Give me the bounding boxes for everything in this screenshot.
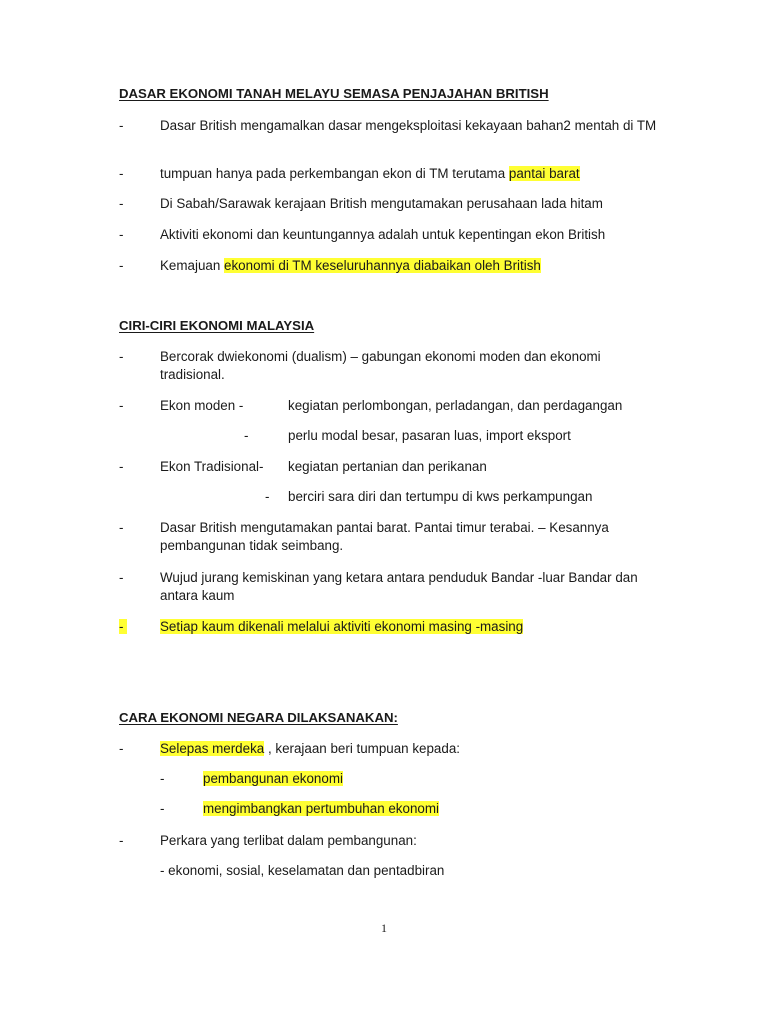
list-item: Dasar British mengamalkan dasar mengeksploitasi kekayaan bahan2 mentah di TM xyxy=(160,118,657,133)
highlighted-text: Selepas merdeka xyxy=(160,741,265,756)
bullet-dash: - xyxy=(119,166,124,181)
bullet-dash: - xyxy=(119,118,124,133)
list-item: Wujud jurang kemiskinan yang ketara antara penduduk Bandar -luar Bandar dan antara kaum xyxy=(160,570,638,603)
bullet-dash: - xyxy=(119,520,124,535)
list-item: Dasar British mengutamakan pantai barat. Pantai timur terabai. – Kesannya pembangunan tidak seimbang. xyxy=(160,520,609,553)
highlighted-text: mengimbangkan pertumbuhan ekonomi xyxy=(203,801,439,816)
sub-bullet-dash: - xyxy=(244,428,249,443)
ekon-moden-detail: perlu modal besar, pasaran luas, import eksport xyxy=(288,428,571,443)
bullet-dash: - xyxy=(119,459,124,474)
list-item xyxy=(160,740,460,758)
list-item: Perkara yang terlibat dalam pembangunan: xyxy=(160,833,417,848)
ekon-tradisional-detail: berciri sara diri dan tertumpu di kws perkampungan xyxy=(288,489,593,504)
bullet-dash: - xyxy=(119,349,124,364)
list-item: Bercorak dwiekonomi (dualism) – gabungan ekonomi moden dan ekonomi tradisional. xyxy=(160,349,601,382)
page-number: 1 xyxy=(381,921,387,935)
highlighted-text: pantai barat xyxy=(508,166,580,181)
bullet-dash: - xyxy=(119,196,124,211)
list-item-text: Kemajuan xyxy=(160,258,225,273)
section-heading-ciri-ciri: CIRI-CIRI EKONOMI MALAYSIA xyxy=(119,318,315,333)
sub-list-item: - ekonomi, sosial, keselamatan dan pentadbiran xyxy=(160,863,445,878)
ekon-moden-label: Ekon moden - xyxy=(160,398,244,413)
list-item xyxy=(160,165,580,183)
list-item: Di Sabah/Sarawak kerajaan British mengutamakan perusahaan lada hitam xyxy=(160,196,603,211)
list-item: Aktiviti ekonomi dan keuntungannya adalah untuk kepentingan ekon British xyxy=(160,227,606,242)
bullet-dash: - xyxy=(119,227,124,242)
bullet-dash: - xyxy=(119,741,124,756)
highlighted-text: ekonomi di TM keseluruhannya diabaikan oleh British xyxy=(224,258,541,273)
sub-list-item xyxy=(203,800,439,818)
bullet-dash-highlighted: - xyxy=(119,619,127,634)
highlighted-text: pembangunan ekonomi xyxy=(203,771,343,786)
bullet-dash: - xyxy=(119,398,124,413)
list-item-text: tumpuan hanya pada perkembangan ekon di TM terutama xyxy=(160,166,509,181)
bullet-dash: - xyxy=(119,570,124,585)
section-heading-cara-ekonomi: CARA EKONOMI NEGARA DILAKSANAKAN: xyxy=(119,710,398,725)
sub-bullet-dash: - xyxy=(160,771,165,786)
ekon-tradisional-label: Ekon Tradisional- xyxy=(160,459,264,474)
ekon-tradisional-detail: kegiatan pertanian dan perikanan xyxy=(288,459,487,474)
highlighted-text: Setiap kaum dikenali melalui aktiviti ekonomi masing -masing xyxy=(160,619,524,634)
list-item xyxy=(160,618,523,636)
section-heading-dasar-ekonomi: DASAR EKONOMI TANAH MELAYU SEMASA PENJAJAHAN BRITISH xyxy=(119,86,549,101)
bullet-dash: - xyxy=(119,258,124,273)
sub-list-item xyxy=(203,770,343,788)
sub-bullet-dash: - xyxy=(265,489,270,504)
list-item-text: , kerajaan beri tumpuan kepada: xyxy=(264,741,460,756)
ekon-moden-detail: kegiatan perlombongan, perladangan, dan perdagangan xyxy=(288,398,623,413)
bullet-dash: - xyxy=(119,833,124,848)
list-item xyxy=(160,257,541,275)
sub-bullet-dash: - xyxy=(160,801,165,816)
